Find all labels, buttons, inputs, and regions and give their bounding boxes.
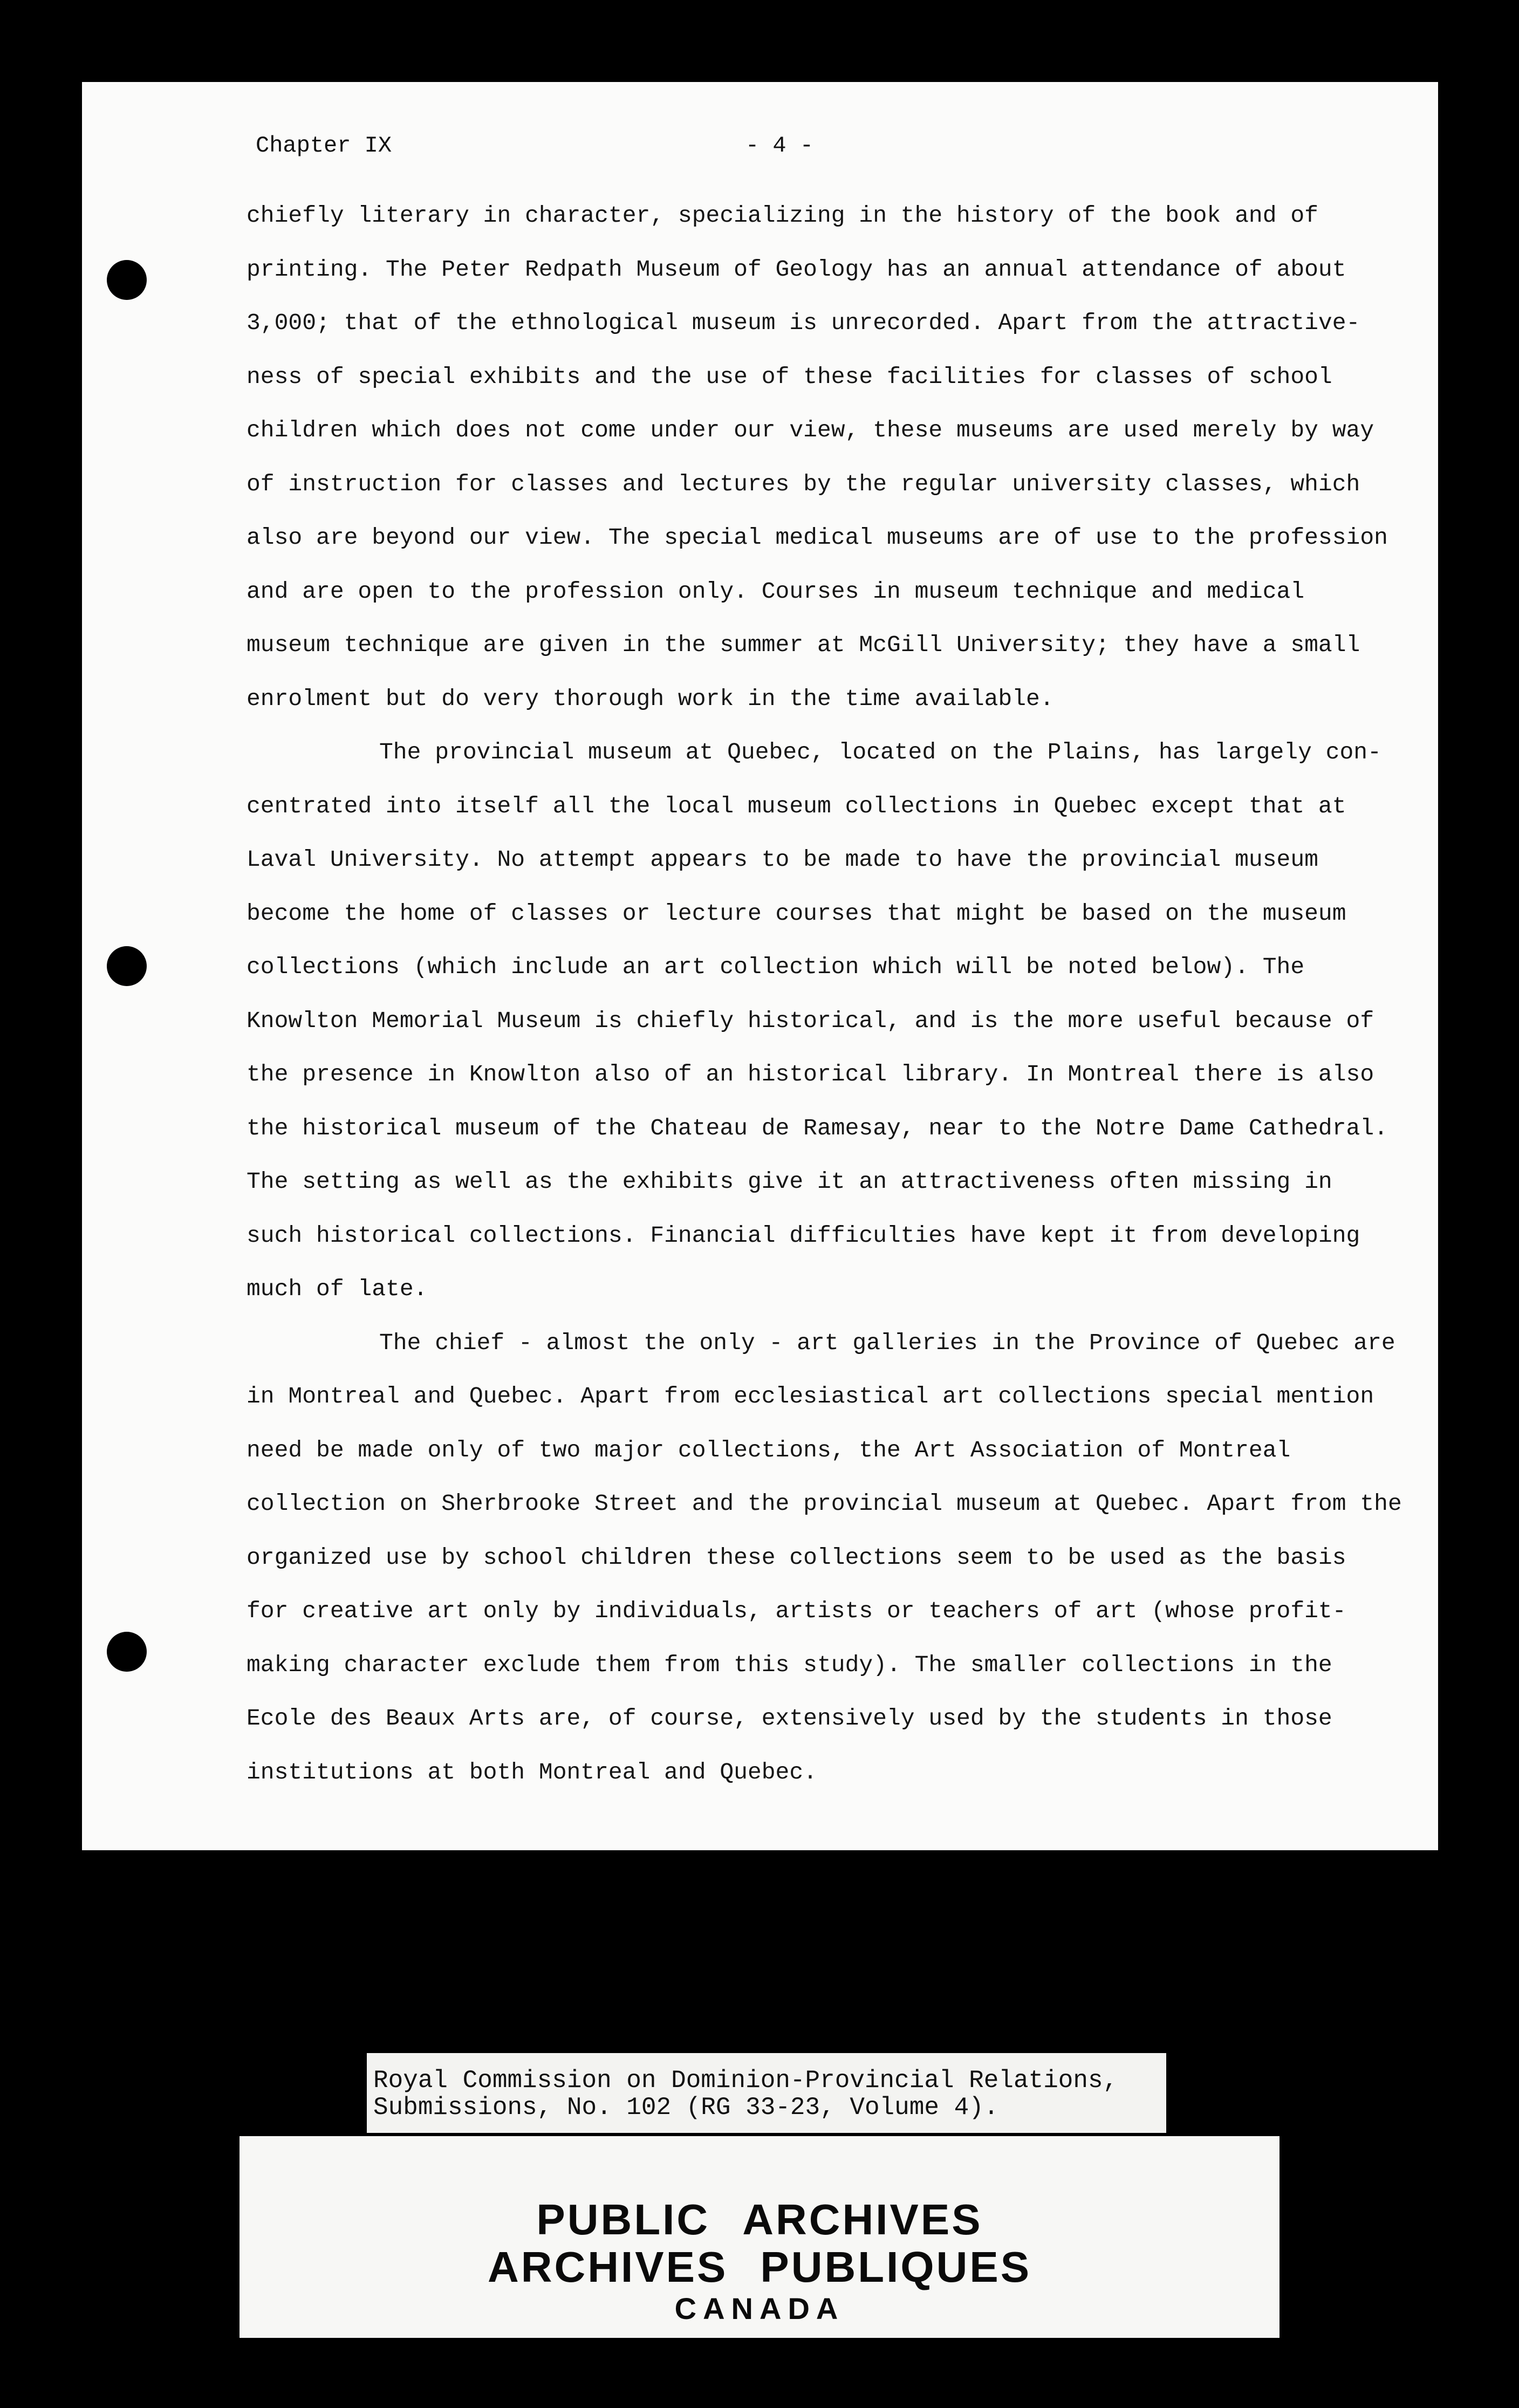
text-line: become the home of classes or lecture courses that might be based on the museum bbox=[247, 900, 1346, 927]
text-line: centrated into itself all the local museum collections in Quebec except that at bbox=[247, 792, 1346, 819]
text-line: the historical museum of the Chateau de Ramesay, near to the Notre Dame Cathedral. bbox=[247, 1114, 1388, 1141]
archive-reference-label bbox=[367, 2053, 1166, 2133]
archive-reference-line-1: Royal Commission on Dominion-Provincial Relations, bbox=[373, 2067, 1118, 2095]
page-header bbox=[82, 133, 1438, 165]
stamp-line-1 bbox=[240, 2197, 1279, 2243]
text-line: institutions at both Montreal and Quebec. bbox=[247, 1759, 817, 1786]
text-line: 3,000; that of the ethnological museum is unrecorded. Apart from the attractive- bbox=[247, 310, 1360, 336]
text-line: for creative art only by individuals, artists or teachers of art (whose profit- bbox=[247, 1598, 1346, 1624]
text-line: much of late. bbox=[247, 1276, 428, 1302]
stamp-word-archives-fr: ARCHIVES bbox=[487, 2243, 728, 2291]
stamp-line-2 bbox=[240, 2244, 1279, 2290]
text-line: Knowlton Memorial Museum is chiefly historical, and is the more useful because of bbox=[247, 1007, 1374, 1034]
text-line: also are beyond our view. The special medical museums are of use to the profession bbox=[247, 524, 1388, 551]
document-page bbox=[82, 82, 1438, 1850]
chapter-title: Chapter IX bbox=[256, 133, 392, 159]
text-line: Ecole des Beaux Arts are, of course, extensively used by the students in those bbox=[247, 1705, 1332, 1732]
public-archives-stamp bbox=[240, 2136, 1279, 2338]
text-line: and are open to the profession only. Courses in museum technique and medical bbox=[247, 578, 1305, 605]
stamp-word-public: PUBLIC bbox=[536, 2195, 710, 2243]
text-line-paragraph-start: The chief - almost the only - art galleries in the Province of Quebec are bbox=[379, 1329, 1395, 1356]
text-line: Laval University. No attempt appears to be made to have the provincial museum bbox=[247, 846, 1318, 873]
text-line: such historical collections. Financial difficulties have kept it from developing bbox=[247, 1222, 1360, 1249]
text-line-paragraph-start: The provincial museum at Quebec, located on the Plains, has largely con- bbox=[379, 739, 1381, 765]
text-line: collection on Sherbrooke Street and the provincial museum at Quebec. Apart from the bbox=[247, 1490, 1402, 1517]
text-line: ness of special exhibits and the use of these facilities for classes of school bbox=[247, 363, 1332, 390]
text-line: museum technique are given in the summer at McGill University; they have a small bbox=[247, 632, 1360, 658]
page-number: - 4 - bbox=[745, 133, 814, 159]
text-line: chiefly literary in character, specializing in the history of the book and of bbox=[247, 202, 1318, 229]
punch-hole-bottom bbox=[107, 1632, 147, 1672]
text-line: making character exclude them from this study). The smaller collections in the bbox=[247, 1651, 1332, 1678]
text-line: The setting as well as the exhibits give it an attractiveness often missing in bbox=[247, 1168, 1332, 1195]
text-line: printing. The Peter Redpath Museum of Geology has an annual attendance of about bbox=[247, 256, 1346, 283]
stamp-line-canada: CANADA bbox=[674, 2291, 845, 2325]
text-line: need be made only of two major collections, the Art Association of Montreal bbox=[247, 1436, 1291, 1463]
text-line: of instruction for classes and lectures by the regular university classes, which bbox=[247, 470, 1360, 497]
stamp-word-publiques: PUBLIQUES bbox=[760, 2243, 1032, 2291]
stamp-word-archives: ARCHIVES bbox=[742, 2195, 983, 2243]
archive-reference-line-2: Submissions, No. 102 (RG 33-23, Volume 4). bbox=[373, 2094, 999, 2122]
text-line: in Montreal and Quebec. Apart from ecclesiastical art collections special mention bbox=[247, 1383, 1374, 1410]
body-text bbox=[247, 189, 1476, 1799]
text-line: collections (which include an art collection which will be noted below). The bbox=[247, 954, 1305, 980]
punch-hole-middle bbox=[107, 946, 147, 986]
text-line: organized use by school children these collections seem to be used as the basis bbox=[247, 1544, 1346, 1571]
text-line: enrolment but do very thorough work in the time available. bbox=[247, 685, 1054, 712]
text-line: children which does not come under our view, these museums are used merely by way bbox=[247, 417, 1374, 443]
punch-hole-top bbox=[107, 260, 147, 300]
text-line: the presence in Knowlton also of an historical library. In Montreal there is also bbox=[247, 1061, 1374, 1087]
